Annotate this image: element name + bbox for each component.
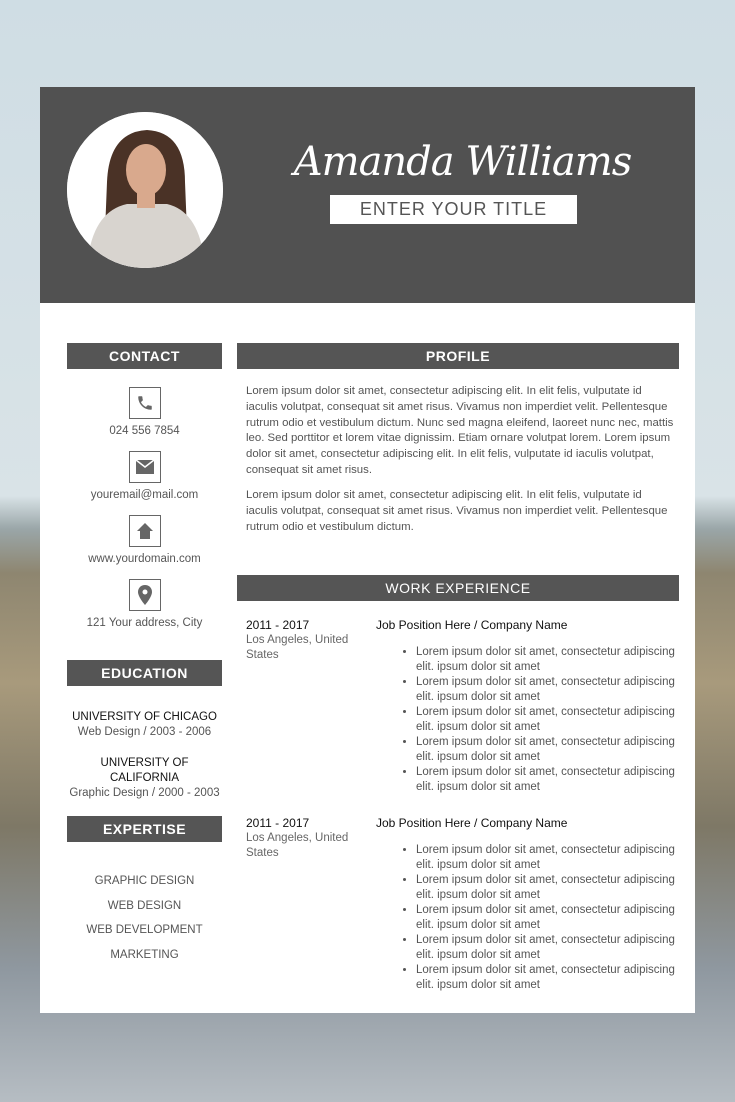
education-heading: EDUCATION [67, 660, 222, 686]
school-name: UNIVERSITY OF CALIFORNIA [100, 757, 189, 784]
website-text: www.yourdomain.com [88, 553, 201, 565]
expertise-heading: EXPERTISE [67, 816, 222, 842]
profile-photo [67, 112, 223, 268]
mail-icon [129, 451, 161, 483]
resume-page [40, 87, 695, 1013]
education-item [67, 756, 222, 801]
job-position: Job Position Here / Company Name [376, 816, 568, 830]
job-bullets [416, 843, 676, 993]
job-bullet: • Lorem ipsum dolor sit amet, consectetur adipiscing elit. ipsum dolor sit amet [416, 963, 676, 993]
job-title: ENTER YOUR TITLE [330, 195, 577, 224]
contact-list [67, 387, 222, 643]
job-bullet: • Lorem ipsum dolor sit amet, consectetur adipiscing elit. ipsum dolor sit amet [416, 843, 676, 873]
email-text: youremail@mail.com [90, 489, 199, 501]
candidate-name: Amanda Williams [293, 139, 632, 185]
job-bullet: • Lorem ipsum dolor sit amet, consectetur adipiscing elit. ipsum dolor sit amet [416, 765, 676, 795]
contact-email [67, 451, 222, 501]
resume-header [40, 87, 695, 303]
job-bullet: • Lorem ipsum dolor sit amet, consectetur adipiscing elit. ipsum dolor sit amet [416, 933, 676, 963]
profile-paragraph: Lorem ipsum dolor sit amet, consectetur adipiscing elit. In elit felis, vulputate id iaculis volutpat, consequat sit amet risus. Vivamus non imperdiet velit. Pellentesque rutrum odio et vestibulum dictum. Nunc sed magna eleifend, laoreet nunc nec, mattis leo. Sed porttitor et lorem vitae dignissim. Etiam ornare volutpat lorem. Lorem ipsum dolor sit amet, consectetur adipiscing elit. In elit felis, vulputate id iaculis volutpat, consequat sit amet risus. [246, 385, 674, 476]
job-location: Los Angeles, United States [246, 634, 349, 661]
job-bullet: • Lorem ipsum dolor sit amet, consectetur adipiscing elit. ipsum dolor sit amet [416, 705, 676, 735]
job-bullet: • Lorem ipsum dolor sit amet, consectetur adipiscing elit. ipsum dolor sit amet [416, 873, 676, 903]
education-detail: Graphic Design / 2000 - 2003 [69, 787, 220, 799]
job-bullets [416, 645, 676, 795]
job-bullet: • Lorem ipsum dolor sit amet, consectetur adipiscing elit. ipsum dolor sit amet [416, 735, 676, 765]
job-bullet: • Lorem ipsum dolor sit amet, consectetur adipiscing elit. ipsum dolor sit amet [416, 645, 676, 675]
location-icon [129, 579, 161, 611]
profile-heading: PROFILE [237, 343, 679, 369]
expertise-item: MARKETING [110, 948, 179, 961]
contact-heading: CONTACT [67, 343, 222, 369]
profile-paragraph: Lorem ipsum dolor sit amet, consectetur adipiscing elit. In elit felis, vulputate id iaculis volutpat, consequat sit amet risus. Vivamus non imperdiet velit. Pellentesque rutrum odio et vestibulum dictum. [246, 489, 668, 533]
school-name: UNIVERSITY OF CHICAGO [72, 711, 217, 723]
job-bullet: • Lorem ipsum dolor sit amet, consectetur adipiscing elit. ipsum dolor sit amet [416, 675, 676, 705]
job-bullet: • Lorem ipsum dolor sit amet, consectetur adipiscing elit. ipsum dolor sit amet [416, 903, 676, 933]
expertise-item: WEB DESIGN [107, 899, 182, 912]
education-item [67, 710, 222, 740]
expertise-item: WEB DEVELOPMENT [86, 924, 203, 936]
contact-website [67, 515, 222, 565]
home-icon [129, 515, 161, 547]
job-position: Job Position Here / Company Name [376, 618, 568, 632]
phone-icon [129, 387, 161, 419]
job-location: Los Angeles, United States [246, 832, 349, 859]
expertise-item: GRAPHIC DESIGN [94, 875, 195, 887]
address-text: 121 Your address, City [86, 617, 203, 629]
contact-address [67, 579, 222, 629]
education-list [67, 710, 222, 817]
contact-phone [67, 387, 222, 437]
phone-text: 024 556 7854 [109, 425, 180, 437]
job-date: 2011 - 2017 [246, 618, 310, 632]
expertise-list [67, 869, 222, 967]
job-date: 2011 - 2017 [246, 816, 310, 830]
work-heading: WORK EXPERIENCE [237, 575, 679, 601]
education-detail: Web Design / 2003 - 2006 [77, 726, 212, 738]
